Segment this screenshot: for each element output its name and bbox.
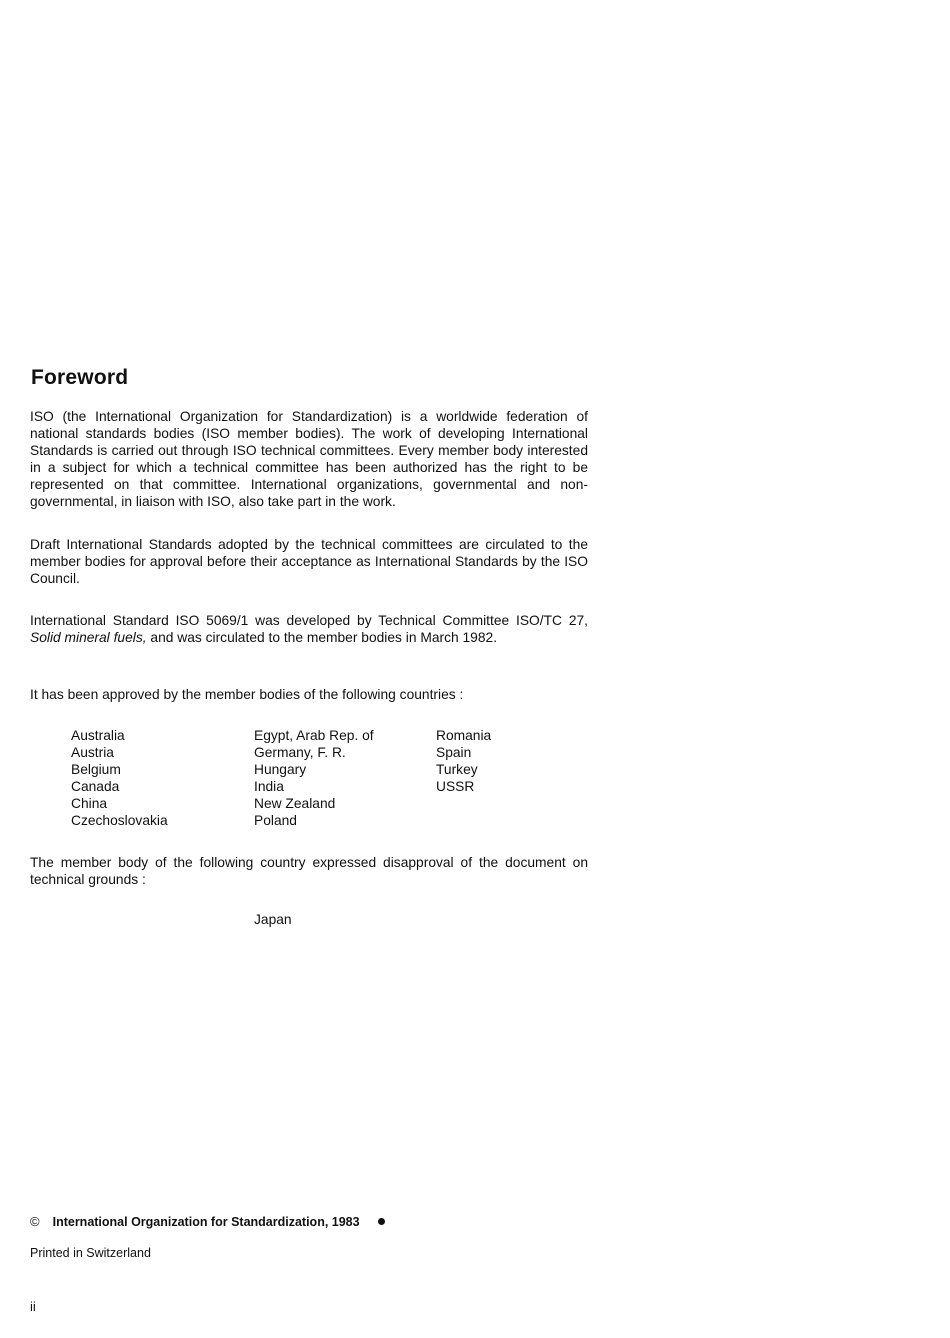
printed-location: Printed in Switzerland — [30, 1246, 151, 1260]
bullet-icon — [378, 1218, 385, 1225]
copyright-icon: © — [30, 1214, 40, 1229]
country-item: Canada — [71, 779, 120, 794]
country-item: Romania — [436, 728, 492, 743]
paragraph-draft-standards: Draft International Standards adopted by the technical committees are circulated to the member bodies for approval before their acceptance as International Standards by the ISO Council. — [30, 537, 588, 586]
copyright-text: International Organization for Standardization, 1983 — [52, 1214, 360, 1229]
country-item: China — [71, 796, 108, 811]
country-list-column-3 — [436, 727, 491, 795]
country-list-column-1 — [71, 727, 168, 829]
country-item: Belgium — [71, 762, 121, 777]
country-item: Egypt, Arab Rep. of — [254, 728, 374, 743]
copyright-notice — [30, 1214, 385, 1229]
country-item: Hungary — [254, 762, 307, 777]
country-item: New Zealand — [254, 796, 336, 811]
page-number: ii — [30, 1299, 36, 1314]
disapproval-intro: The member body of the following country expressed disapproval of the document on technical grounds : — [30, 855, 588, 887]
country-item: Spain — [436, 745, 472, 760]
paragraph-iso-description: ISO (the International Organization for Standardization) is a worldwide federation of national standards bodies (ISO member bodies). The work of developing International Standards is carried out through ISO technical committees. Every member body interested in a subject for which a technical committee has been authorized has the right to be represented on that committee. International organizations, governmental and non-governmental, in liaison with ISO, also take part in the work. — [30, 409, 588, 509]
section-heading: Foreword — [31, 366, 129, 389]
country-item: Poland — [254, 813, 297, 828]
committee-title: Solid mineral fuels, — [30, 630, 147, 645]
country-item: USSR — [436, 779, 475, 794]
paragraph-development-tail: and was circulated to the member bodies in March 1982. — [146, 630, 498, 645]
country-item: Turkey — [436, 762, 478, 777]
disapproving-country: Japan — [254, 912, 292, 927]
country-item: India — [254, 779, 284, 794]
paragraph-development — [30, 612, 588, 646]
country-item: Czechoslovakia — [71, 813, 168, 828]
approval-intro: It has been approved by the member bodies of the following countries : — [30, 687, 464, 702]
country-item: Australia — [71, 728, 125, 743]
country-list-column-2 — [254, 727, 374, 829]
country-item: Austria — [71, 745, 114, 760]
paragraph-development-lead: International Standard ISO 5069/1 was developed by Technical Committee ISO/TC 27, — [30, 613, 588, 628]
country-item: Germany, F. R. — [254, 745, 346, 760]
